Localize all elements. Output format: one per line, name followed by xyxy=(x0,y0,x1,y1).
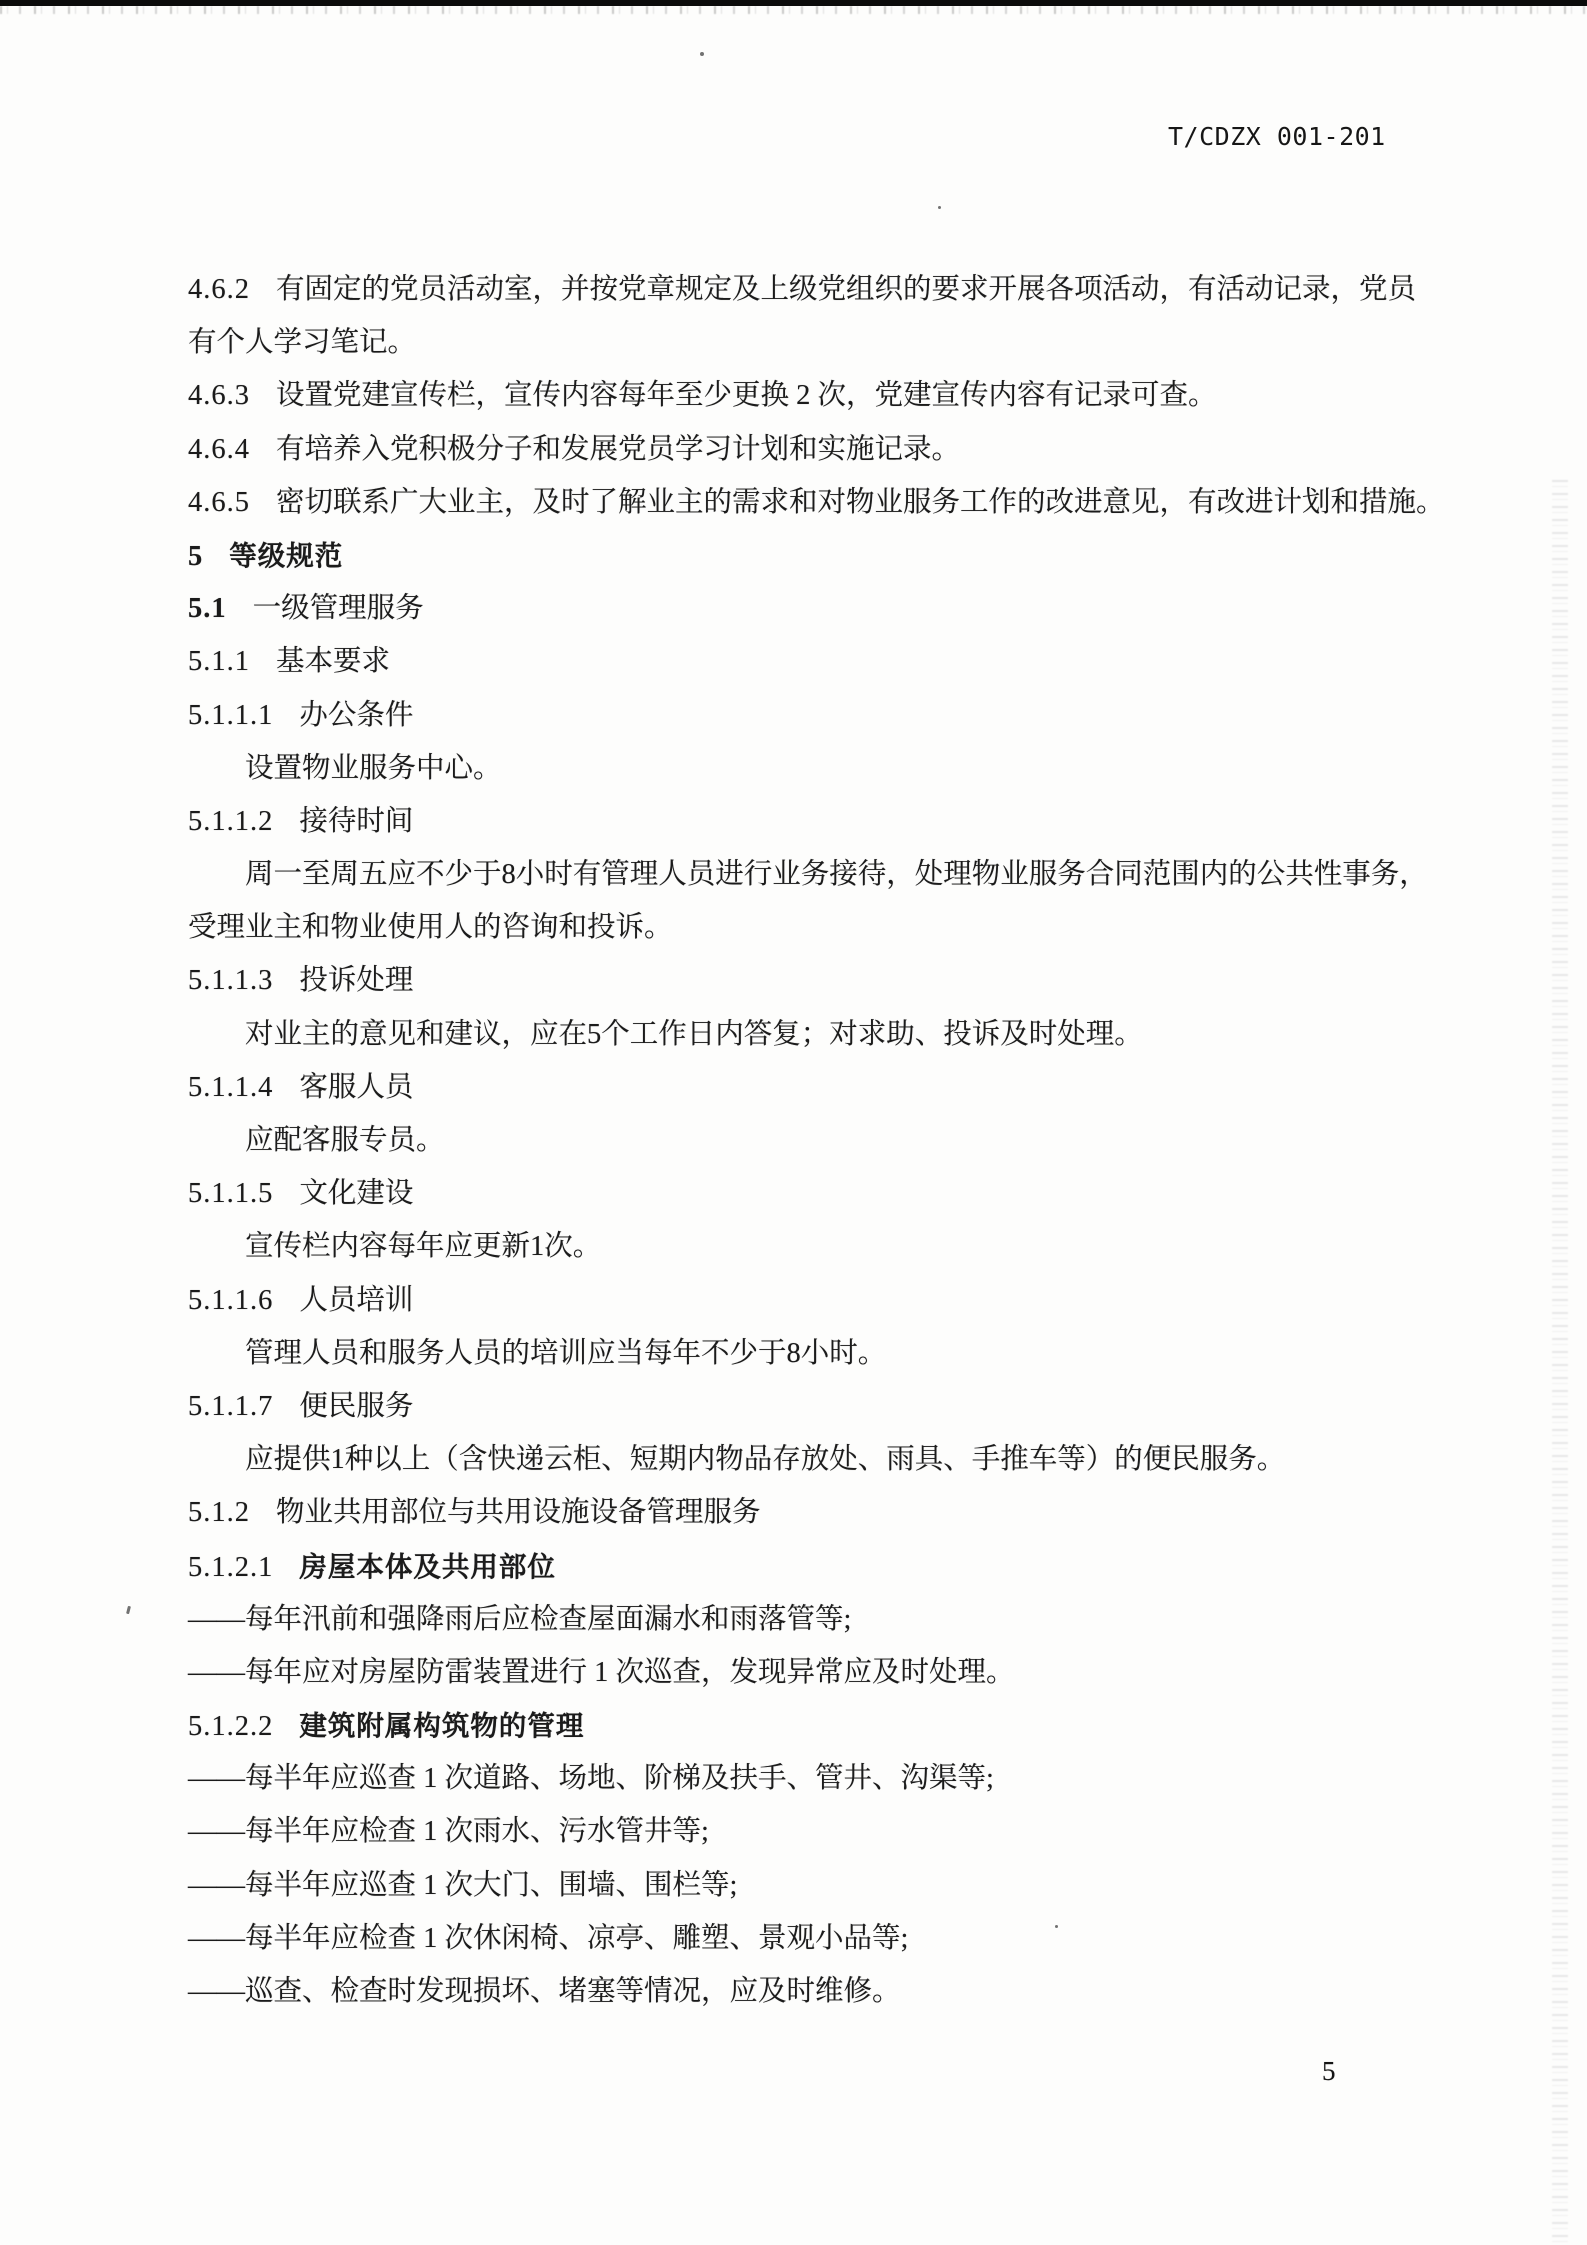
clause-text: ——每年应对房屋防雷装置进行 1 次巡查，发现异常应及时处理。 xyxy=(188,1656,1015,1688)
clause-number: 5 xyxy=(188,540,204,572)
clause-number: 5.1.1.2 xyxy=(188,805,274,837)
clause-number: 5.1.1 xyxy=(188,646,250,678)
page-number: 5 xyxy=(1322,2056,1336,2086)
clause-text: 物业共用部位与共用设施设备管理服务 xyxy=(276,1497,761,1529)
clause-text: 文化建设 xyxy=(299,1178,414,1210)
clause-text: ——每年汛前和强降雨后应检查屋面漏水和雨落管等; xyxy=(188,1603,852,1635)
clause-number: 4.6.4 xyxy=(188,433,250,465)
clause-text: 管理人员和服务人员的培训应当每年不少于8小时。 xyxy=(245,1337,887,1369)
clause-line xyxy=(188,1699,1400,1752)
clause-text: 设置物业服务中心。 xyxy=(245,752,502,784)
clause-line xyxy=(188,1274,1400,1327)
clause-text: 便民服务 xyxy=(299,1390,414,1422)
clause-number: 5.1.2.2 xyxy=(188,1711,274,1743)
clause-text: 客服人员 xyxy=(299,1071,414,1103)
scan-artifact-right-edge xyxy=(1552,480,1568,2245)
text-line xyxy=(188,316,1400,369)
clause-text: ——每半年应巡查 1 次道路、场地、阶梯及扶手、管井、沟渠等; xyxy=(188,1763,994,1795)
clause-text: 接待时间 xyxy=(299,805,414,837)
clause-text: 基本要求 xyxy=(276,646,391,678)
text-line xyxy=(188,1805,1400,1858)
clause-text: 等级规范 xyxy=(229,539,344,571)
text-line xyxy=(188,1220,1400,1273)
clause-line xyxy=(188,263,1417,316)
clause-text: 受理业主和物业使用人的咨询和投诉。 xyxy=(188,912,673,944)
clause-line xyxy=(188,1380,1400,1433)
clause-number: 4.6.2 xyxy=(188,274,250,305)
clause-text: 设置党建宣传栏，宣传内容每年至少更换 2 次，党建宣传内容有记录可查。 xyxy=(276,380,1217,412)
clause-line xyxy=(188,529,1400,582)
clause-text: 密切联系广大业主，及时了解业主的需求和对物业服务工作的改进意见，有改进计划和措施。 xyxy=(276,486,1445,518)
text-line xyxy=(188,1114,1400,1167)
clause-text: 有个人学习笔记。 xyxy=(188,327,417,359)
document-body xyxy=(188,263,1445,2018)
clause-line xyxy=(188,1540,1400,1593)
scan-speck xyxy=(938,206,941,209)
text-line xyxy=(188,742,1400,795)
clause-number: 5.1.2.1 xyxy=(188,1551,274,1583)
scan-speck xyxy=(126,1606,131,1614)
text-line xyxy=(188,1433,1400,1486)
clause-line xyxy=(188,635,1400,688)
clause-line xyxy=(188,582,1400,635)
clause-line xyxy=(188,689,1400,742)
clause-line xyxy=(188,1486,1400,1539)
text-line xyxy=(188,1646,1400,1699)
clause-number: 5.1.1.1 xyxy=(188,699,274,731)
text-line xyxy=(188,1008,1400,1061)
clause-text: 人员培训 xyxy=(299,1284,414,1316)
clause-number: 4.6.3 xyxy=(188,380,250,412)
clause-text: 有固定的党员活动室，并按党章规定及上级党组织的要求开展各项活动，有活动记录，党员 xyxy=(276,274,1417,305)
text-line xyxy=(188,1912,1400,1965)
clause-text: 应配客服专员。 xyxy=(245,1125,445,1156)
clause-text: ——巡查、检查时发现损坏、堵塞等情况，应及时维修。 xyxy=(188,1976,901,2007)
text-line xyxy=(188,1593,1400,1646)
clause-text: ——每半年应检查 1 次休闲椅、凉亭、雕塑、景观小品等; xyxy=(188,1922,909,1954)
scan-speck xyxy=(700,52,704,56)
clause-text: 应提供1种以上（含快递云柜、短期内物品存放处、雨具、手推车等）的便民服务。 xyxy=(245,1444,1286,1476)
clause-line xyxy=(188,1061,1400,1114)
clause-number: 4.6.5 xyxy=(188,486,250,518)
clause-text: ——每半年应巡查 1 次大门、围墙、围栏等; xyxy=(188,1869,738,1901)
clause-text: ——每半年应检查 1 次雨水、污水管井等; xyxy=(188,1816,709,1848)
clause-number: 5.1.1.7 xyxy=(188,1390,274,1422)
text-line xyxy=(188,1965,1400,2018)
clause-number: 5.1.1.4 xyxy=(188,1071,274,1103)
text-line xyxy=(188,1752,1400,1805)
clause-number: 5.1.2 xyxy=(188,1497,250,1529)
standard-code-header: T/CDZX 001-201 xyxy=(1168,122,1386,151)
clause-text: 办公条件 xyxy=(299,699,414,731)
text-line xyxy=(188,848,1428,901)
clause-line xyxy=(188,1167,1400,1220)
clause-number: 5.1.1.6 xyxy=(188,1284,274,1316)
clause-line xyxy=(188,954,1400,1007)
scan-artifact-top-noise xyxy=(0,6,1587,14)
clause-text: 对业主的意见和建议，应在5个工作日内答复；对求助、投诉及时处理。 xyxy=(245,1018,1143,1050)
clause-line xyxy=(188,423,1400,476)
clause-line xyxy=(188,795,1400,848)
clause-text: 建筑附属构筑物的管理 xyxy=(299,1710,585,1742)
clause-line xyxy=(188,369,1400,422)
text-line xyxy=(188,1859,1400,1912)
clause-text: 有培养入党积极分子和发展党员学习计划和实施记录。 xyxy=(276,433,961,465)
clause-text: 周一至周五应不少于8小时有管理人员进行业务接待，处理物业服务合同范围内的公共性事务， xyxy=(245,859,1428,891)
text-line xyxy=(188,1327,1400,1380)
clause-text: 宣传栏内容每年应更新1次。 xyxy=(245,1231,602,1263)
clause-number: 5.1 xyxy=(188,593,227,625)
clause-text: 房屋本体及共用部位 xyxy=(299,1550,556,1582)
clause-text: 投诉处理 xyxy=(299,965,414,997)
clause-line xyxy=(188,476,1445,529)
clause-text: 一级管理服务 xyxy=(252,593,424,625)
clause-number: 5.1.1.3 xyxy=(188,965,274,997)
clause-number: 5.1.1.5 xyxy=(188,1178,274,1210)
text-line xyxy=(188,901,1400,954)
